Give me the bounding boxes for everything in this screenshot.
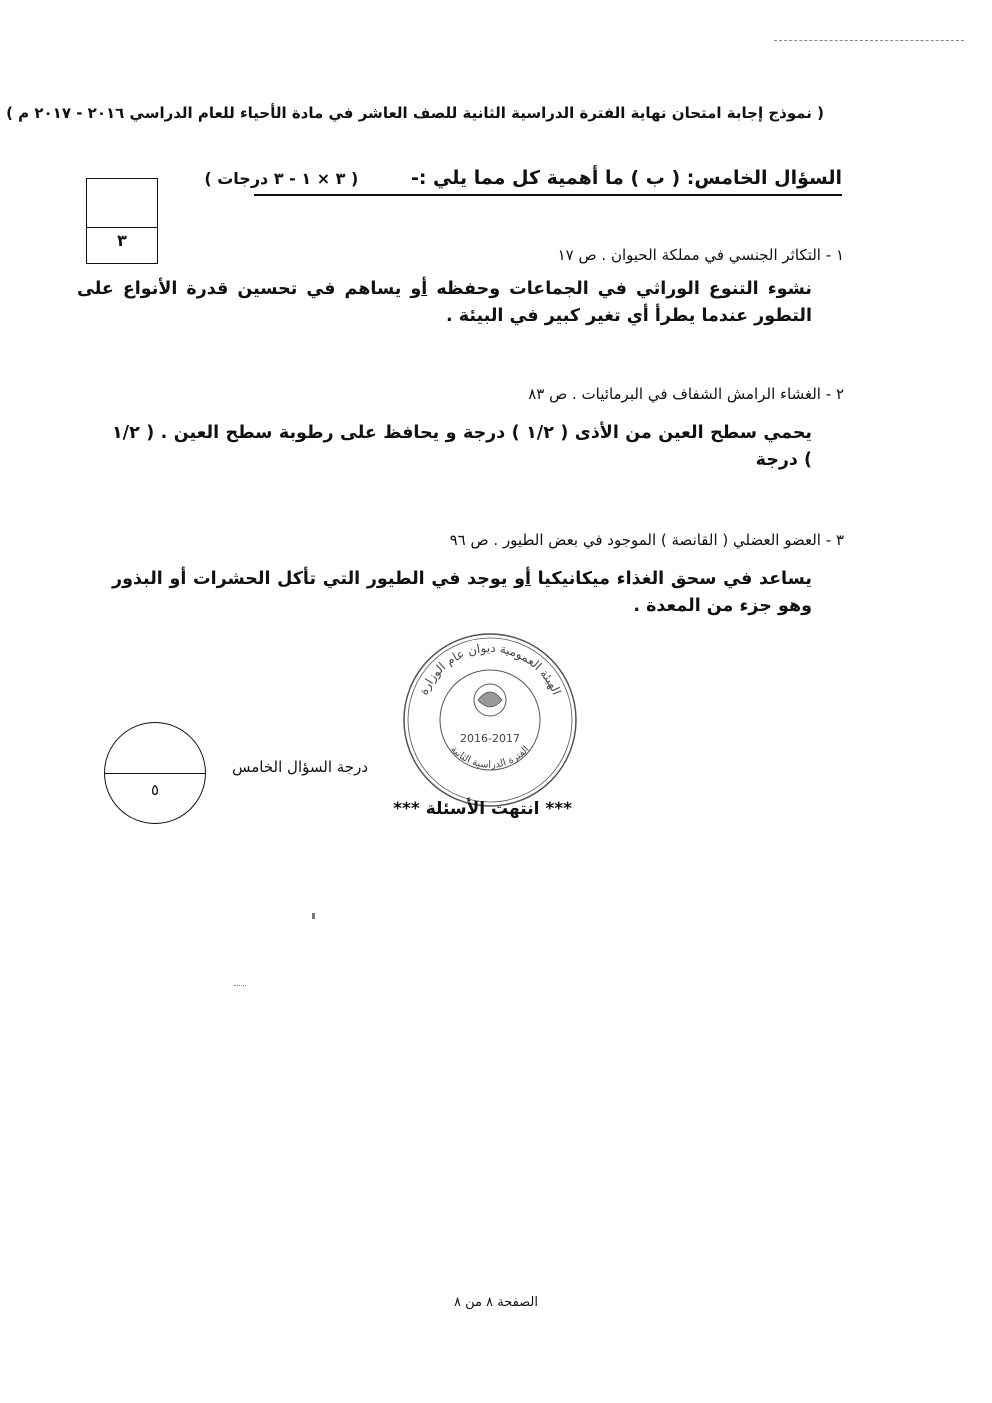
official-stamp [400,630,580,810]
item-1-answer-part1: نشوء التنوع الوراثي في الجماعات وحفظه [427,279,812,299]
stamp-emblem-icon [474,684,506,716]
svg-text:الهيئة العمومية ديوان عام الوز [416,641,563,697]
item-3-text: ٣ - العضو العضلي ( القانصة ) الموجود في بعض الطيور . ص ٩٦ [449,531,844,549]
svg-text:الفترة الدراسية الثانية [448,744,532,771]
item-1-answer-part2: يساهم في تحسين قدرة الأنواع على التطور عندما يطرأ أي تغير كبير في البيئة . [77,279,812,326]
total-score-value: ٥ [150,781,160,799]
item-3-answer-or: أو [514,569,531,589]
question-underline [254,194,842,196]
score-box [86,178,158,264]
stamp-inner-text: الفترة الدراسية الثانية [448,744,532,771]
item-2-answer: يحمي سطح العين من الأذى ( ١/٢ ) درجة و يحافظ على رطوبة سطح العين . ( ١/٢ ) درجة [112,423,813,470]
top-dashed-line [774,40,964,41]
item-3-answer-part1: يساعد في سحق الغذاء ميكانيكيا [531,569,812,589]
page-header: ( نموذج إجابة امتحان نهاية الفترة الدراسية الثانية للصف العاشر في مادة الأحياء للعام الدراسي ٢٠١٦ - ٢٠١٧ م ) [6,104,824,122]
page-footer: الصفحة ٨ من ٨ [453,1295,538,1310]
score-box-value: ٣ [117,231,127,250]
scan-speck [312,913,315,919]
item-1-answer [77,276,812,330]
total-score-label: درجة السؤال الخامس [232,758,368,776]
question-title-text: السؤال الخامس: ( ب ) ما أهمية كل مما يلي :- [410,167,842,189]
scan-speck [234,985,246,990]
stamp-outer-text: الهيئة العمومية ديوان عام الوزارة [416,640,564,697]
total-score-circle [104,722,206,824]
score-box-divider [87,227,157,228]
item-3-answer-part2: يوجد في الطيور التي تأكل الحشرات أو البذور وهو جزء من المعدة . [112,569,812,616]
item-1-answer-or: أو [410,279,428,299]
question-marks: ( ٣ × ١ - ٣ درجات ) [204,169,359,188]
end-of-questions: *** انتهت الأسئلة *** [393,799,572,819]
item-3-answer [112,566,812,620]
total-score-divider [105,773,205,774]
item-1-text: ١ - التكاثر الجنسي في مملكة الحيوان . ص ١٧ [557,246,844,264]
stamp-year: 2016-2017 [460,732,520,745]
item-2-text: ٢ - الغشاء الرامش الشفاف في البرمائيات . ص ٨٣ [528,385,844,403]
question-title [204,167,842,189]
